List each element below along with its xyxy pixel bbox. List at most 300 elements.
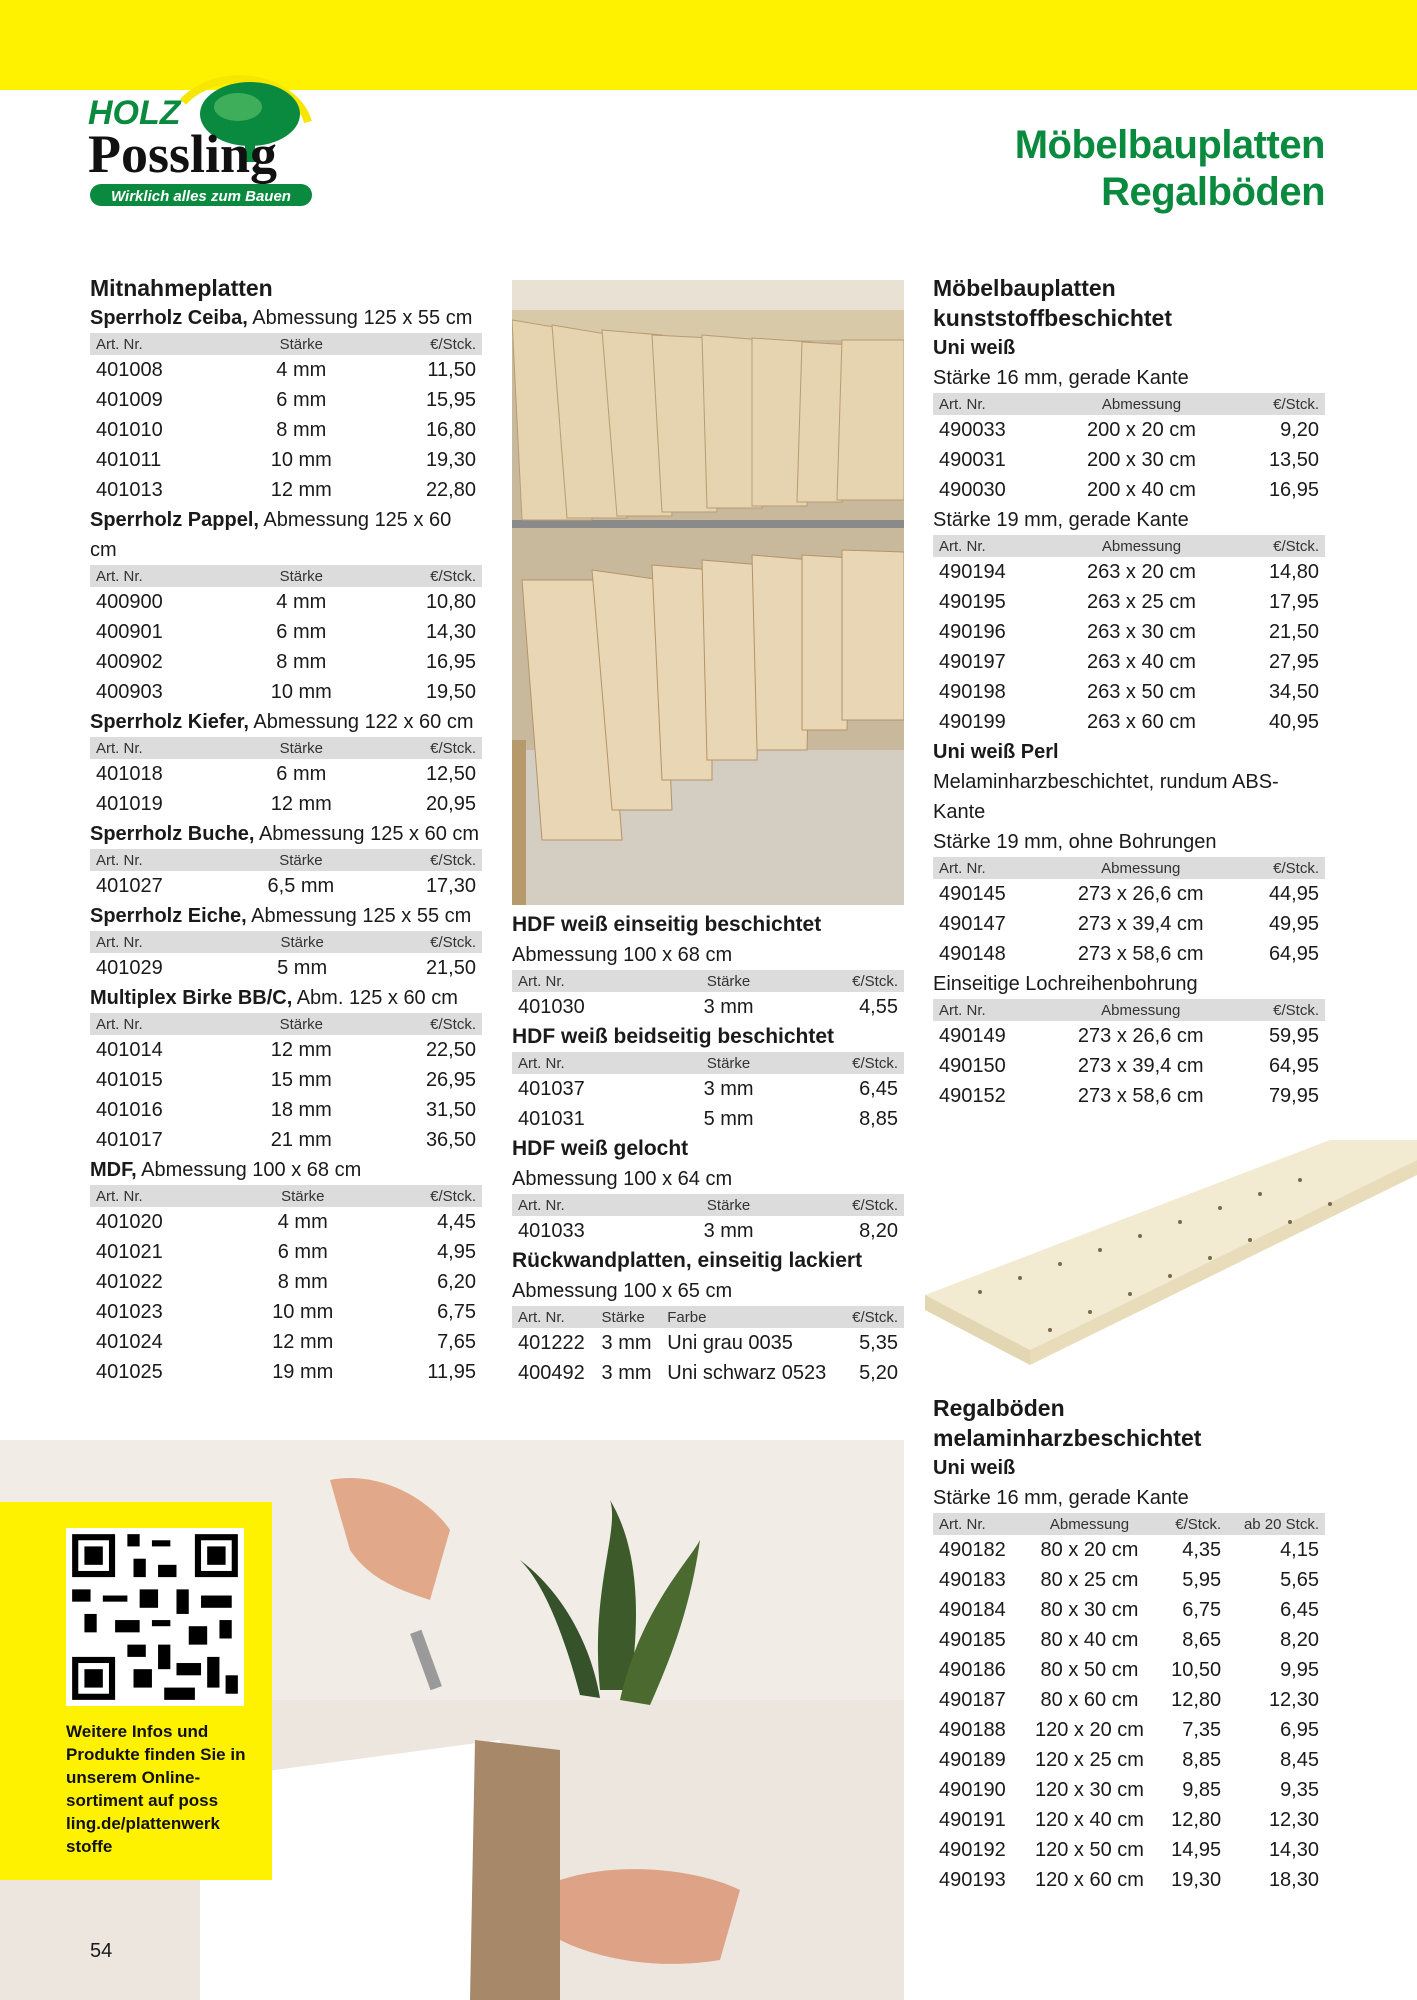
table-row (90, 1095, 482, 1125)
table-row (90, 617, 482, 647)
table-cell: 6,45 (859, 1077, 898, 1100)
table-cell: 8,65 (1182, 1628, 1222, 1651)
product-name: Multiplex Birke BB/C, (90, 987, 293, 1009)
column-header: €/Stck. (362, 931, 482, 953)
regal-variant: Uni weiß (933, 1457, 1016, 1479)
table-cell: 400901 (96, 620, 163, 643)
table-cell: 49,95 (1268, 912, 1319, 935)
product-dims: Abmessung 125 x 55 cm (247, 307, 473, 329)
table-row (933, 415, 1325, 445)
table-row (933, 1535, 1325, 1565)
table-cell: 6,45 (1280, 1598, 1319, 1621)
column-header: Stärke (667, 970, 789, 992)
table-cell: 490193 (939, 1868, 1006, 1891)
column-header: Art. Nr. (512, 1306, 596, 1328)
product-dims: Abmessung 100 x 68 cm (136, 1159, 362, 1181)
column-header: Stärke (242, 931, 362, 953)
table-row (90, 1065, 482, 1095)
table-cell: 490183 (939, 1568, 1006, 1591)
table-cell: 4 mm (276, 590, 327, 613)
table-cell: 19,30 (1171, 1868, 1222, 1891)
table-cell: 401009 (96, 388, 163, 411)
product-dims: Abmessung 100 x 68 cm (512, 944, 733, 966)
column-header: Art. Nr. (90, 737, 234, 759)
table-cell: 17,30 (425, 874, 476, 897)
column-header: Art. Nr. (512, 1052, 667, 1074)
table-cell: 490195 (939, 590, 1006, 613)
table-cell: 11,50 (427, 358, 476, 381)
table-cell: 8,45 (1280, 1748, 1319, 1771)
rueckwand-dims: Abmessung 100 x 65 cm (512, 1280, 733, 1302)
table-cell: 263 x 20 cm (1087, 560, 1196, 583)
lochreihe-table (933, 999, 1325, 1111)
section-title-line1: Möbelbauplatten (933, 275, 1116, 301)
table-cell: 21,50 (425, 956, 476, 979)
product-heading (90, 1155, 482, 1185)
table-cell: 401013 (96, 478, 163, 501)
price-table (933, 535, 1325, 737)
table-cell: 79,95 (1268, 1084, 1319, 1107)
qr-info-text: Weitere Infos und Produkte finden Sie in unserem Online-sortiment auf poss ling.de/plattenwerk stoffe (66, 1722, 246, 1856)
table-cell: 10,50 (1171, 1658, 1222, 1681)
table-row (512, 1104, 904, 1134)
column-header: Stärke (667, 1052, 789, 1074)
table-cell: 490148 (939, 942, 1006, 965)
table-cell: 6,75 (437, 1300, 476, 1323)
table-cell: 26,95 (425, 1068, 476, 1091)
column-header: Art. Nr. (90, 565, 234, 587)
table-cell: 12,50 (425, 762, 476, 785)
table-cell: 490194 (939, 560, 1006, 583)
rueckwand-block (512, 1246, 904, 1388)
table-cell: 3 mm (601, 1331, 652, 1354)
table-cell: 80 x 25 cm (1040, 1568, 1139, 1591)
table-cell: 80 x 60 cm (1040, 1688, 1139, 1711)
table-cell: 401008 (96, 358, 163, 381)
table-row (933, 879, 1325, 909)
product-heading (90, 303, 482, 333)
table-cell: 10 mm (270, 448, 332, 471)
table-row (90, 587, 482, 617)
product-dims: Abmessung 125 x 60 cm (90, 509, 452, 561)
table-cell: 4 mm (276, 358, 327, 381)
table-cell: 401020 (96, 1210, 163, 1233)
table-row (933, 939, 1325, 969)
table-cell: 12 mm (270, 792, 332, 815)
table-cell: 8 mm (276, 418, 327, 441)
table-cell: 273 x 39,4 cm (1077, 912, 1204, 935)
table-cell: 401024 (96, 1330, 163, 1353)
table-cell: 5,20 (859, 1361, 898, 1384)
table-row (90, 759, 482, 789)
table-cell: 14,95 (1171, 1838, 1222, 1861)
table-row (90, 355, 482, 385)
table-cell: 27,95 (1268, 650, 1319, 673)
table-cell: 490196 (939, 620, 1006, 643)
table-cell: 401030 (518, 995, 585, 1018)
column-header: Art. Nr. (90, 1013, 234, 1035)
price-table (512, 1052, 904, 1134)
table-cell: 15 mm (270, 1068, 332, 1091)
table-cell: 64,95 (1268, 942, 1319, 965)
table-cell: 490190 (939, 1778, 1006, 1801)
table-cell: 4,55 (859, 995, 898, 1018)
table-cell: 263 x 25 cm (1087, 590, 1196, 613)
table-cell: 490030 (939, 478, 1006, 501)
section-title-line2: kunststoffbeschichtet (933, 305, 1172, 331)
column-header: €/Stck. (843, 1306, 904, 1328)
column-header: Art. Nr. (90, 849, 231, 871)
table-cell: 12 mm (270, 1038, 332, 1061)
hdf-section (512, 910, 904, 1388)
table-row (512, 1328, 904, 1358)
table-cell: 490031 (939, 448, 1006, 471)
column-header: €/Stck. (790, 970, 904, 992)
table-cell: 490188 (939, 1718, 1006, 1741)
table-cell: 3 mm (703, 1219, 754, 1242)
product-name: MDF, (90, 1159, 137, 1181)
table-row (933, 557, 1325, 587)
price-table (90, 931, 482, 983)
table-row (933, 587, 1325, 617)
table-cell: 401014 (96, 1038, 163, 1061)
column-header: €/Stck. (1238, 999, 1325, 1021)
table-cell: 16,95 (425, 650, 476, 673)
table-cell: 4,15 (1280, 1538, 1319, 1561)
table-cell: 400903 (96, 680, 163, 703)
table-cell: 5 mm (703, 1107, 754, 1130)
variant-uni-weiss-perl: Uni weiß Perl (933, 741, 1059, 763)
regal-table (933, 1513, 1325, 1895)
table-cell: 5,35 (859, 1331, 898, 1354)
table-cell: 8,85 (1182, 1748, 1222, 1771)
table-row (90, 475, 482, 505)
column-header: €/Stck. (1238, 857, 1325, 879)
price-table (512, 1194, 904, 1246)
table-cell: 10 mm (272, 1300, 334, 1323)
table-row (90, 953, 482, 983)
table-row (933, 1625, 1325, 1655)
table-row (933, 1775, 1325, 1805)
table-cell: 64,95 (1268, 1054, 1319, 1077)
column-header: Art. Nr. (90, 333, 234, 355)
table-cell: 200 x 20 cm (1087, 418, 1196, 441)
column-header: Stärke (667, 1194, 789, 1216)
table-cell: 401037 (518, 1077, 585, 1100)
table-cell: 8 mm (277, 1270, 328, 1293)
column-header: ab 20 Stck. (1227, 1513, 1325, 1535)
column-header: €/Stck. (371, 849, 482, 871)
table-row (933, 475, 1325, 505)
table-row (512, 1216, 904, 1246)
price-table (90, 849, 482, 901)
price-table (90, 737, 482, 819)
column-header: Stärke (234, 333, 368, 355)
table-cell: 6 mm (277, 1240, 328, 1263)
table-row (933, 909, 1325, 939)
variant-uni-weiss: Uni weiß (933, 337, 1016, 359)
table-cell: 400900 (96, 590, 163, 613)
table-cell: 120 x 40 cm (1034, 1808, 1144, 1831)
column-header: Farbe (661, 1306, 842, 1328)
column-header: €/Stck. (790, 1052, 904, 1074)
table-cell: 490150 (939, 1054, 1006, 1077)
table-cell: 273 x 26,6 cm (1077, 1024, 1204, 1047)
table-cell: 120 x 30 cm (1034, 1778, 1144, 1801)
table-cell: 490145 (939, 882, 1006, 905)
table-cell: 263 x 50 cm (1087, 680, 1196, 703)
logo-possling: Possling (88, 124, 278, 184)
table-cell: 4 mm (277, 1210, 328, 1233)
table-cell: 7,35 (1182, 1718, 1222, 1741)
table-cell: 490191 (939, 1808, 1006, 1831)
table-row (933, 1805, 1325, 1835)
table-cell: 6,20 (437, 1270, 476, 1293)
table-cell: 400902 (96, 650, 163, 673)
table-row (512, 1074, 904, 1104)
table-row (933, 1565, 1325, 1595)
table-cell: 6 mm (276, 388, 327, 411)
qr-info-box (0, 1502, 272, 1880)
table-row (90, 1267, 482, 1297)
column-header: Art. Nr. (512, 1194, 667, 1216)
table-cell: 273 x 39,4 cm (1077, 1054, 1204, 1077)
table-cell: 3 mm (601, 1361, 652, 1384)
table-cell: 200 x 30 cm (1087, 448, 1196, 471)
table-cell: 6,95 (1280, 1718, 1319, 1741)
qr-code[interactable] (66, 1528, 244, 1706)
column-header: Art. Nr. (933, 393, 1051, 415)
table-cell: 12,30 (1268, 1808, 1319, 1831)
column-header: €/Stck. (1232, 535, 1325, 557)
table-cell: 7,65 (437, 1330, 476, 1353)
table-cell: 16,80 (425, 418, 476, 441)
regalboeden-section (933, 1393, 1325, 1895)
table-cell: 490199 (939, 710, 1006, 733)
table-cell: 8,20 (859, 1219, 898, 1242)
table-cell: 400492 (518, 1361, 585, 1384)
table-cell: 22,80 (425, 478, 476, 501)
table-row (512, 1358, 904, 1388)
table-cell: 4,95 (437, 1240, 476, 1263)
table-cell: Uni schwarz 0523 (667, 1361, 827, 1384)
table-cell: 80 x 40 cm (1040, 1628, 1139, 1651)
table-cell: 401017 (96, 1128, 163, 1151)
table-cell: 18,30 (1268, 1868, 1319, 1891)
column-header: Abmessung (1051, 393, 1232, 415)
table-cell: 12,30 (1268, 1688, 1319, 1711)
column-header: €/Stck. (368, 333, 482, 355)
table-cell: 21 mm (270, 1128, 332, 1151)
table-cell: 80 x 50 cm (1040, 1658, 1139, 1681)
mitnahmeplatten-section (90, 273, 482, 1387)
product-dims: Abmessung 125 x 55 cm (246, 905, 472, 927)
table-cell: 6,5 mm (267, 874, 335, 897)
table-cell: 8,20 (1280, 1628, 1319, 1651)
table-row (90, 1327, 482, 1357)
table-cell: 401023 (96, 1300, 163, 1323)
column-header: Stärke (234, 1013, 368, 1035)
rueckwand-table (512, 1306, 904, 1388)
product-dims: Abmessung 122 x 60 cm (248, 711, 474, 733)
table-cell: 20,95 (425, 792, 476, 815)
table-row (933, 1685, 1325, 1715)
column-header: €/Stck. (368, 565, 482, 587)
table-cell: 490189 (939, 1748, 1006, 1771)
table-cell: 401222 (518, 1331, 585, 1354)
column-header: Abmessung (1044, 999, 1238, 1021)
table-row (90, 415, 482, 445)
product-heading: HDF weiß beidseitig beschichtet (512, 1025, 835, 1048)
table-cell: 19 mm (272, 1360, 334, 1383)
table-cell: 18 mm (270, 1098, 332, 1121)
product-heading (90, 707, 482, 737)
table-cell: 12 mm (270, 478, 332, 501)
table-cell: 120 x 60 cm (1034, 1868, 1144, 1891)
column-header: €/Stck. (370, 1185, 482, 1207)
table-cell: 4,45 (437, 1210, 476, 1233)
table-cell: 9,35 (1280, 1778, 1319, 1801)
table-cell: 401019 (96, 792, 163, 815)
table-row (933, 1655, 1325, 1685)
table-cell: 10 mm (270, 680, 332, 703)
table-cell: 401015 (96, 1068, 163, 1091)
table-cell: 263 x 30 cm (1087, 620, 1196, 643)
table-cell: 12,80 (1171, 1808, 1222, 1831)
perl-thickness: Stärke 19 mm, ohne Bohrungen (933, 831, 1217, 853)
table-row (90, 1297, 482, 1327)
table-cell: 14,30 (425, 620, 476, 643)
table-cell: 19,50 (425, 680, 476, 703)
table-cell: 5,65 (1280, 1568, 1319, 1591)
product-name: Sperrholz Eiche, (90, 905, 247, 927)
column-header: Abmessung (1051, 535, 1232, 557)
price-table (90, 565, 482, 707)
column-header: Art. Nr. (933, 857, 1044, 879)
table-cell: 490187 (939, 1688, 1006, 1711)
page-number: 54 (90, 1940, 113, 1962)
regal-thickness: Stärke 16 mm, gerade Kante (933, 1487, 1189, 1509)
table-cell: 9,95 (1280, 1658, 1319, 1681)
section-title: Mitnahmeplatten (90, 275, 273, 301)
product-heading (90, 983, 482, 1013)
product-dims: Abm. 125 x 60 cm (292, 987, 458, 1009)
product-dims: Abmessung 100 x 64 cm (512, 1168, 733, 1190)
price-table (90, 333, 482, 505)
table-cell: 14,30 (1268, 1838, 1319, 1861)
table-cell: 44,95 (1268, 882, 1319, 905)
column-header: Abmessung (1044, 857, 1238, 879)
column-header: Stärke (235, 1185, 370, 1207)
table-cell: 40,95 (1268, 710, 1319, 733)
product-name: Sperrholz Kiefer, (90, 711, 249, 733)
column-header: €/Stck. (1157, 1513, 1227, 1535)
table-cell: 6 mm (276, 762, 327, 785)
column-header: Art. Nr. (933, 1513, 1022, 1535)
table-row (90, 1357, 482, 1387)
table-row (933, 1715, 1325, 1745)
table-cell: 22,50 (425, 1038, 476, 1061)
column-header: Art. Nr. (90, 931, 242, 953)
column-header: €/Stck. (368, 737, 482, 759)
table-cell: 120 x 20 cm (1034, 1718, 1144, 1741)
table-cell: 490184 (939, 1598, 1006, 1621)
brand-logo[interactable] (88, 62, 318, 212)
product-name: Sperrholz Buche, (90, 823, 255, 845)
column-header: Art. Nr. (933, 535, 1051, 557)
logo-holz: HOLZ (88, 94, 181, 132)
product-name: Sperrholz Pappel, (90, 509, 259, 531)
product-heading (90, 819, 482, 849)
table-cell: 490185 (939, 1628, 1006, 1651)
table-row (933, 677, 1325, 707)
table-cell: 273 x 58,6 cm (1077, 1084, 1204, 1107)
table-row (90, 445, 482, 475)
table-cell: Uni grau 0035 (667, 1331, 793, 1354)
table-cell: 401033 (518, 1219, 585, 1242)
table-row (90, 871, 482, 901)
price-table (90, 1185, 482, 1387)
table-row (90, 1207, 482, 1237)
column-header: €/Stck. (790, 1194, 904, 1216)
table-cell: 17,95 (1268, 590, 1319, 613)
thickness-label: Stärke 16 mm, gerade Kante (933, 367, 1189, 389)
table-cell: 490182 (939, 1538, 1006, 1561)
table-cell: 401025 (96, 1360, 163, 1383)
table-cell: 31,50 (425, 1098, 476, 1121)
table-cell: 263 x 60 cm (1087, 710, 1196, 733)
table-cell: 14,80 (1268, 560, 1319, 583)
table-cell: 80 x 30 cm (1040, 1598, 1139, 1621)
product-heading: HDF weiß einseitig beschichtet (512, 913, 822, 936)
thickness-label: Stärke 19 mm, gerade Kante (933, 509, 1189, 531)
page-title: Möbelbauplatten Regalböden (1014, 123, 1325, 214)
price-table (90, 1013, 482, 1155)
table-cell: 273 x 58,6 cm (1077, 942, 1204, 965)
table-cell: 9,85 (1182, 1778, 1222, 1801)
product-heading (90, 901, 482, 931)
table-cell: 34,50 (1268, 680, 1319, 703)
table-cell: 490198 (939, 680, 1006, 703)
shelf-board-photo (920, 1130, 1417, 1385)
product-name: Sperrholz Ceiba, (90, 307, 248, 329)
table-cell: 11,95 (427, 1360, 476, 1383)
logo-tagline: Wirklich alles zum Bauen (111, 188, 291, 205)
table-row (90, 677, 482, 707)
table-cell: 9,20 (1280, 418, 1319, 441)
column-header: Stärke (231, 849, 372, 871)
price-table (933, 393, 1325, 505)
lochreihe-label: Einseitige Lochreihenbohrung (933, 973, 1198, 995)
plywood-shelf-photo (512, 280, 904, 905)
table-cell: 490033 (939, 418, 1006, 441)
table-cell: 200 x 40 cm (1087, 478, 1196, 501)
product-heading: HDF weiß gelocht (512, 1137, 689, 1160)
table-cell: 16,95 (1268, 478, 1319, 501)
table-cell: 21,50 (1268, 620, 1319, 643)
column-header: Art. Nr. (512, 970, 667, 992)
table-row (90, 1237, 482, 1267)
product-dims: Abmessung 125 x 60 cm (254, 823, 480, 845)
table-cell: 401027 (96, 874, 163, 897)
table-cell: 401011 (96, 448, 162, 471)
table-cell: 401029 (96, 956, 163, 979)
table-row (90, 1035, 482, 1065)
table-cell: 120 x 50 cm (1034, 1838, 1144, 1861)
table-cell: 3 mm (703, 995, 754, 1018)
table-row (90, 647, 482, 677)
table-row (512, 992, 904, 1022)
